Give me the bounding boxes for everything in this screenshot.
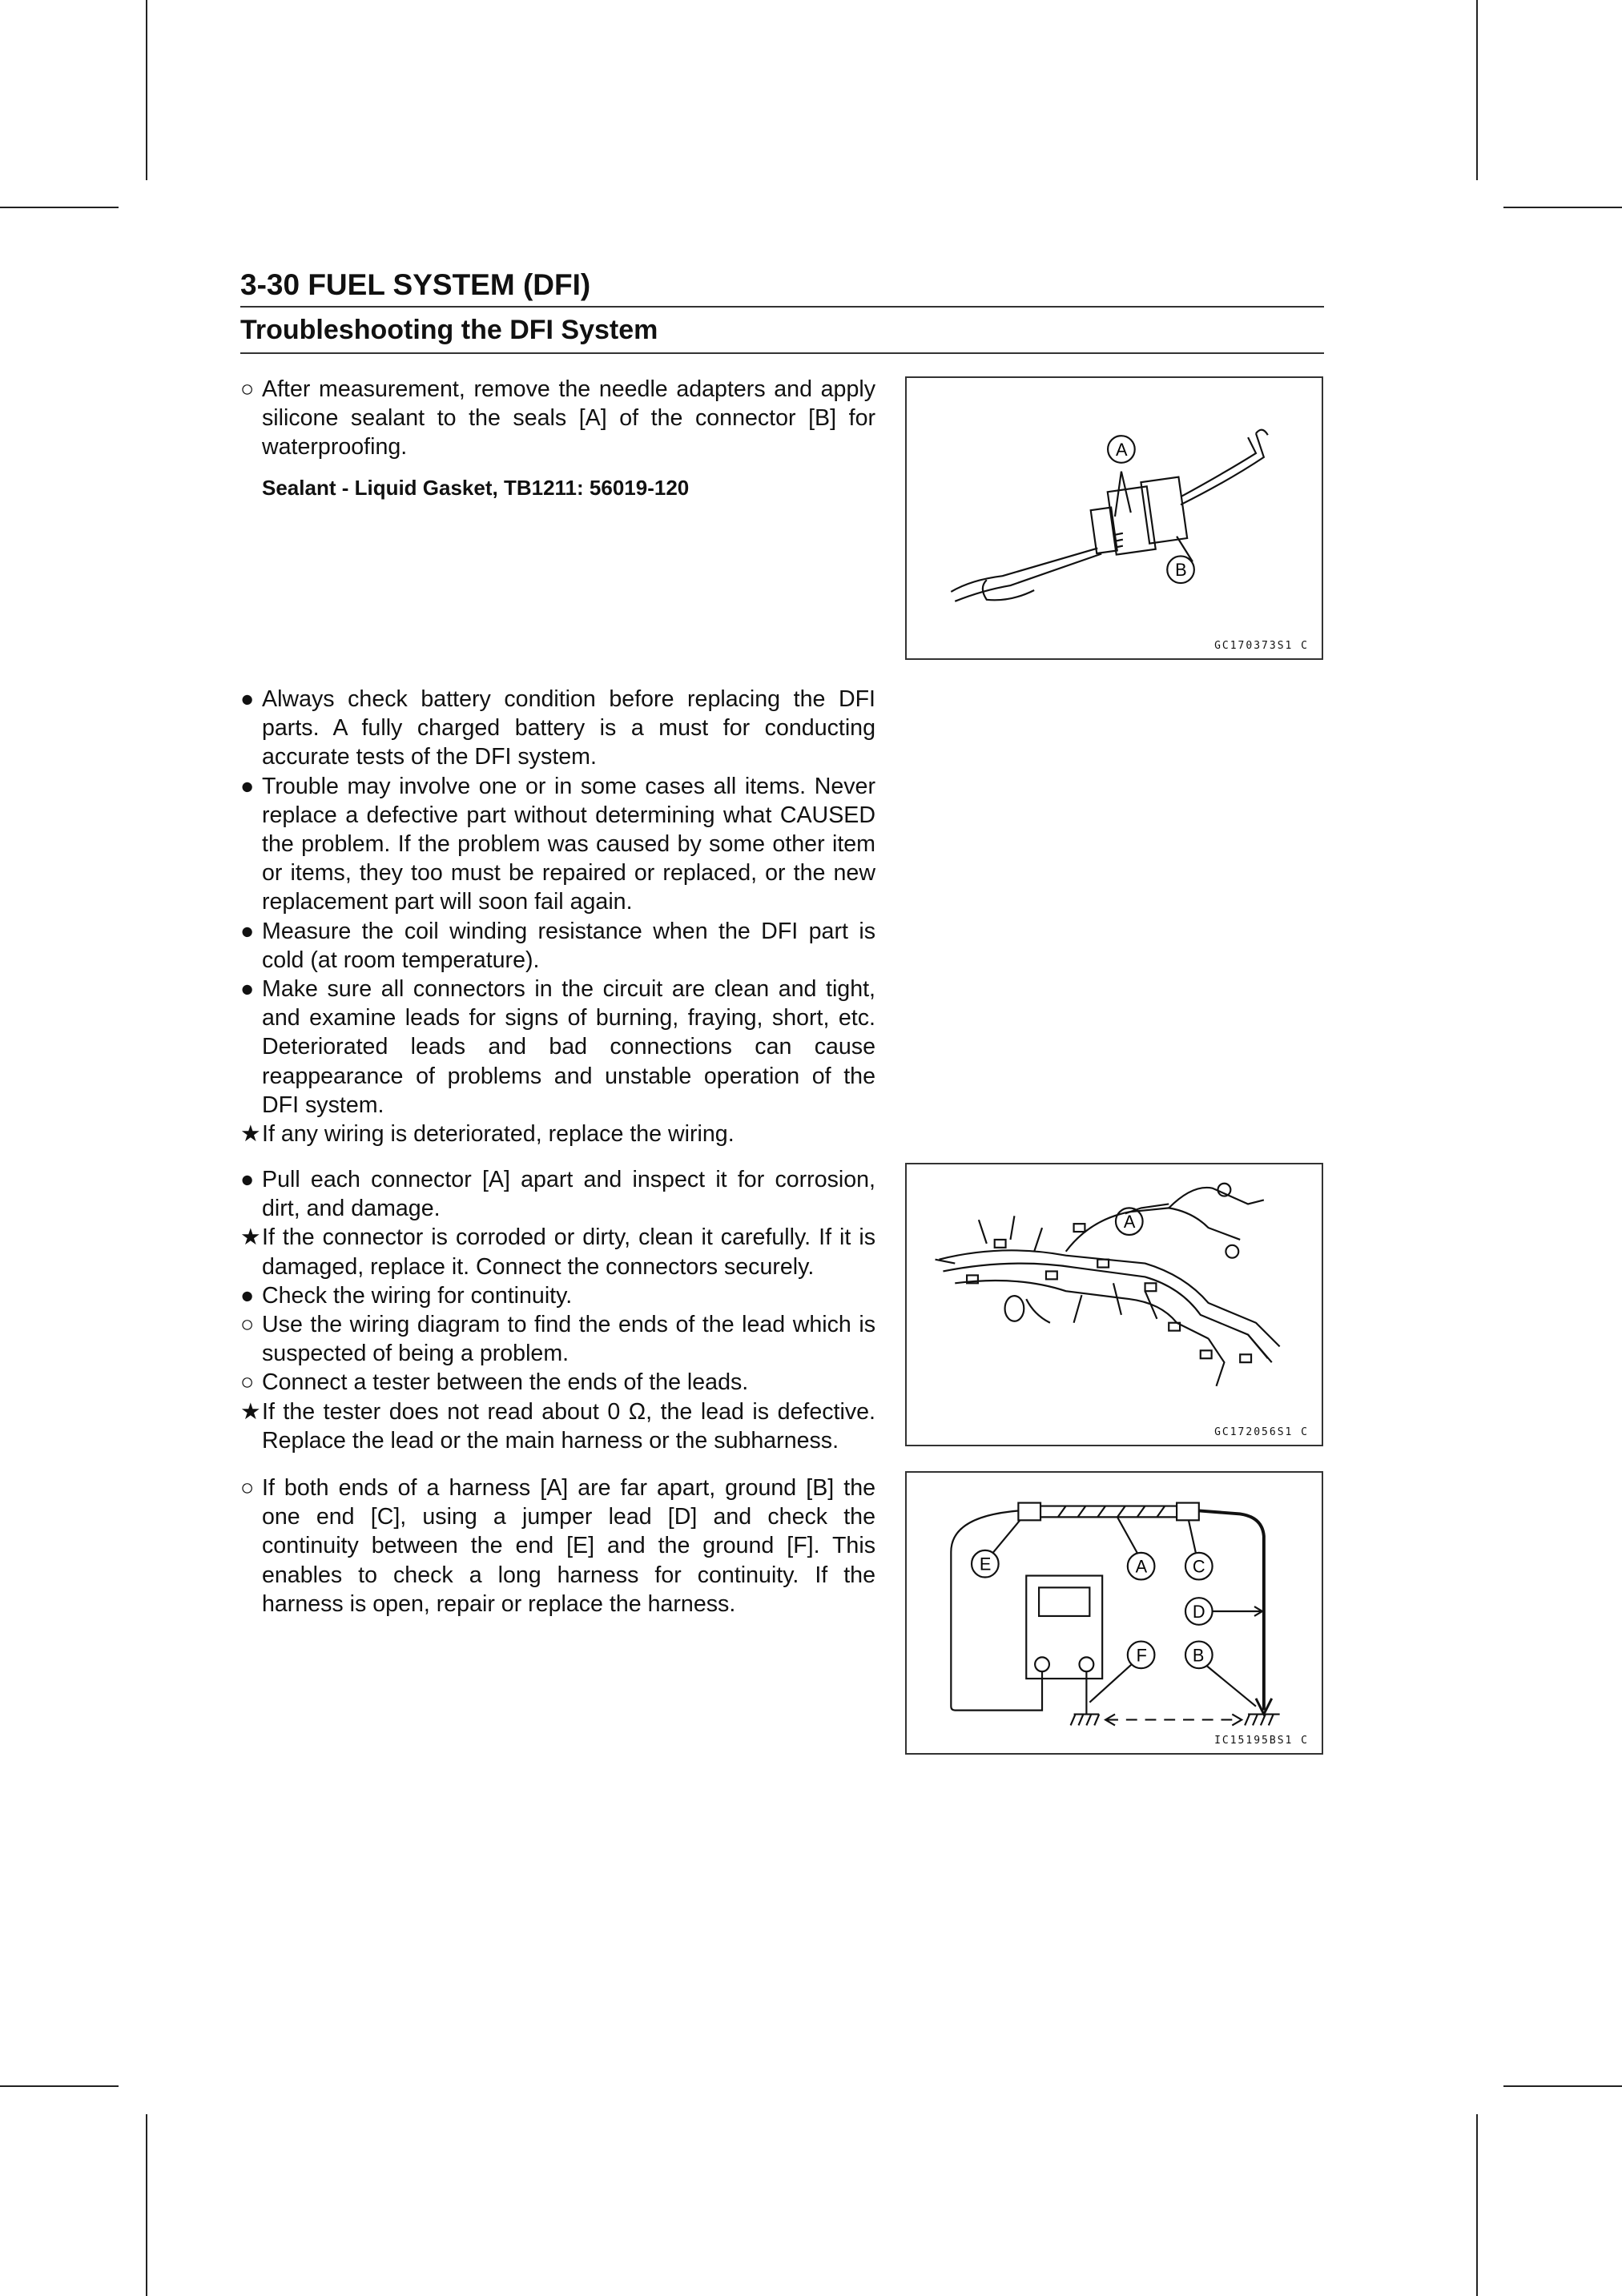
item-marker: ○ [240, 376, 255, 402]
item-marker: ★ [240, 1224, 261, 1251]
item-text: Always check battery condition before replacing the DFI parts. A fully charged battery is a must for conducting accurate tests of the DFI system. [262, 686, 875, 770]
list-item [240, 975, 875, 1120]
item-marker: ● [240, 686, 255, 712]
list-item [240, 772, 875, 917]
crop-mark [1503, 2085, 1622, 2087]
figure-code: GC172056S1 C [1214, 1426, 1309, 1438]
list-item [240, 1223, 875, 1281]
item-text: Check the wiring for continuity. [262, 1282, 573, 1309]
list-item [240, 1474, 875, 1618]
item-marker: ● [240, 1167, 255, 1192]
text-block-general [240, 685, 875, 1148]
figure-connector-seals [905, 376, 1323, 660]
callout-a: A [1135, 1556, 1148, 1577]
section-title: Troubleshooting the DFI System [240, 315, 658, 345]
item-marker: ● [240, 773, 255, 799]
list-item [240, 917, 875, 975]
callout-a: A [1123, 1212, 1136, 1232]
item-text: Use the wiring diagram to find the ends of the lead which is suspected of being a problem. [262, 1312, 875, 1367]
crop-mark [1476, 2114, 1478, 2296]
item-text: Pull each connector [A] apart and inspect it for corrosion, dirt, and damage. [262, 1167, 875, 1222]
callout-c: C [1192, 1556, 1205, 1577]
item-text: Make sure all connectors in the circuit are clean and tight, and examine leads for signs of burning, fraying, short, etc. Deteriorated leads and bad connections can cause reappearance of problems and unstable operation of the DFI system. [262, 976, 875, 1118]
page-header [240, 264, 1324, 354]
list-item [240, 1120, 875, 1148]
item-marker: ★ [240, 1121, 261, 1148]
section-rule [240, 352, 1324, 354]
figure-wiring-harness [905, 1163, 1323, 1446]
callout-b: B [1192, 1645, 1205, 1666]
crop-mark [0, 2085, 119, 2087]
item-marker: ○ [240, 1475, 255, 1501]
crop-mark [0, 207, 119, 208]
list-item [240, 1397, 875, 1455]
item-marker: ★ [240, 1398, 261, 1425]
item-marker: ○ [240, 1312, 255, 1338]
item-text: After measurement, remove the needle adapters and apply silicone sealant to the seals [A] of the connector [B] for waterproofing. [262, 376, 875, 460]
list-item [240, 375, 875, 462]
list-item [240, 1165, 875, 1223]
figure-code: GC170373S1 C [1214, 640, 1309, 652]
item-text: If the tester does not read about 0 Ω, the lead is defective. Replace the lead or the main harness or the subharness. [262, 1398, 875, 1454]
item-text: Connect a tester between the ends of the leads. [262, 1369, 749, 1396]
item-marker: ● [240, 976, 255, 1003]
item-marker: ○ [240, 1369, 255, 1396]
callout-f: F [1136, 1645, 1147, 1666]
crop-mark [146, 0, 147, 180]
callout-a: A [1115, 439, 1128, 460]
item-text: Measure the coil winding resistance when the DFI part is cold (at room temperature). [262, 918, 875, 973]
item-marker: ● [240, 1282, 255, 1309]
item-text: If both ends of a harness [A] are far apart, ground [B] the one end [C], using a jumper lead [D] and check the continuity between the end [E] and the ground [F]. This enables to check a long harness for continuity. If the harness is open, repair or replace the harness. [262, 1475, 875, 1617]
list-item [240, 685, 875, 772]
list-item [240, 1281, 875, 1310]
figure-code: IC15195BS1 C [1214, 1735, 1309, 1747]
list-item [240, 1310, 875, 1368]
crop-mark [1503, 207, 1622, 208]
item-marker: ● [240, 918, 255, 944]
crop-mark [146, 2114, 147, 2296]
continuity-diagram [907, 1473, 1322, 1753]
sealant-spec: Sealant - Liquid Gasket, TB1211: 56019-120 [262, 475, 690, 500]
figure-continuity-test [905, 1471, 1323, 1755]
list-item [240, 1368, 875, 1397]
harness-illustration [907, 1164, 1322, 1445]
item-text: If the connector is corroded or dirty, clean it carefully. If it is damaged, replace it. Connect the connectors securely. [262, 1224, 875, 1280]
callout-e: E [979, 1554, 992, 1574]
item-text: Trouble may involve one or in some cases all items. Never replace a defective part without determining what CAUSED the problem. If the problem was caused by some other item or items, they too must be repaired or replaced, or the new replacement part will soon fail again. [262, 773, 875, 915]
callout-b: B [1175, 560, 1187, 581]
text-block-sealant [240, 375, 875, 502]
page-title: 3-30 FUEL SYSTEM (DFI) [240, 268, 591, 301]
text-block-long-harness [240, 1474, 875, 1618]
callout-d: D [1192, 1601, 1205, 1622]
connector-illustration [907, 378, 1322, 658]
text-block-connectors [240, 1165, 875, 1455]
crop-mark [1476, 0, 1478, 180]
item-text: If any wiring is deteriorated, replace the wiring. [262, 1121, 735, 1148]
